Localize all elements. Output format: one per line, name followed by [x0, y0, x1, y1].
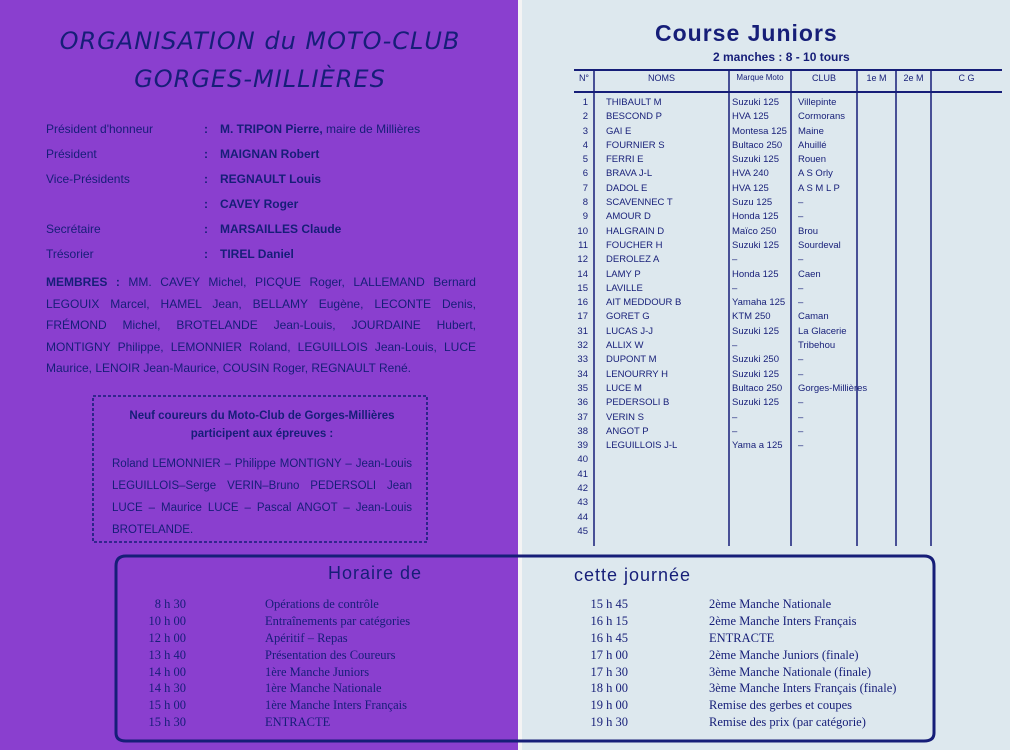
schedule-left-column [130, 597, 510, 732]
table-row [574, 110, 1002, 124]
rider-club: – [798, 411, 804, 423]
rider-moto: – [732, 282, 738, 294]
rider-number: 39 [577, 440, 588, 452]
table-row [574, 339, 1002, 353]
table-row [574, 239, 1002, 253]
schedule-time: 14 h 30 [148, 681, 186, 696]
schedule-item [130, 681, 510, 698]
table-row [574, 453, 1002, 467]
schedule-event: 2ème Manche Juniors (finale) [709, 647, 859, 662]
rider-number: 6 [582, 168, 588, 180]
header-no: N° [578, 73, 590, 83]
officer-row [46, 193, 506, 218]
rider-club: – [798, 297, 804, 309]
schedule-item [130, 631, 510, 648]
schedule-item [572, 614, 942, 631]
entry-table [574, 68, 1002, 546]
schedule-item [572, 681, 942, 698]
schedule-event: Remise des gerbes et coupes [709, 698, 853, 713]
rider-moto: Honda 125 [732, 268, 779, 280]
table-row [574, 482, 1002, 496]
schedule-item [572, 631, 942, 648]
rider-moto: Suzuki 125 [732, 154, 780, 166]
table-row [574, 439, 1002, 453]
officers-list [46, 118, 506, 268]
rider-number: 34 [577, 368, 588, 380]
schedule-event: ENTRACTE [265, 715, 331, 730]
schedule-time: 15 h 45 [590, 597, 628, 611]
schedule-event: Apéritif – Repas [265, 630, 348, 645]
rider-number: 15 [577, 282, 588, 294]
table-row [574, 325, 1002, 339]
rider-number: 9 [582, 211, 588, 223]
officer-row [46, 143, 506, 168]
rider-name: ANGOT P [606, 425, 649, 437]
rider-club: Maine [798, 125, 824, 137]
rider-name: DEROLEZ A [606, 254, 660, 266]
table-row [574, 368, 1002, 382]
table-row [574, 382, 1002, 396]
table-row [574, 125, 1002, 139]
schedule-item [130, 597, 510, 614]
officer-name: REGNAULT Louis [220, 172, 322, 186]
club-title-line1: ORGANISATION du MOTO-CLUB [59, 27, 461, 55]
rider-name: HALGRAIN D [606, 225, 665, 237]
rider-moto: KTM 250 [732, 311, 771, 323]
rider-name: AIT MEDDOUR B [606, 297, 682, 309]
rider-name: ALLIX W [606, 340, 644, 352]
schedule-event: 1ère Manche Juniors [265, 664, 370, 679]
schedule-event: Remise des prix (par catégorie) [709, 715, 866, 730]
rider-moto: – [732, 425, 738, 437]
table-row [574, 296, 1002, 310]
rider-name: LENOURRY H [606, 368, 668, 380]
rider-club: – [798, 368, 804, 380]
race-title: Course Juniors [655, 20, 838, 46]
rider-number: 8 [582, 197, 588, 209]
rider-name: LEGUILLOIS J-L [606, 440, 678, 452]
rider-number: 11 [578, 239, 588, 251]
schedule-time: 19 h 00 [590, 698, 628, 713]
rider-moto: Honda 125 [732, 211, 779, 223]
table-row [574, 96, 1002, 110]
rider-club: La Glacerie [798, 325, 847, 337]
rider-club: – [798, 197, 804, 209]
schedule-time: 15 h 30 [148, 715, 186, 730]
schedule-event: Opérations de contrôle [265, 597, 379, 611]
rider-moto: Montesa 125 [732, 125, 787, 137]
schedule-time: 14 h 00 [148, 664, 186, 679]
colon: : [204, 172, 208, 186]
rider-club: – [798, 425, 804, 437]
rider-name: BRAVA J-L [606, 168, 653, 180]
club-title [40, 22, 480, 98]
rider-club: – [798, 211, 804, 223]
table-row [574, 525, 1002, 539]
schedule-item [572, 715, 942, 732]
rider-name: GORET G [606, 311, 650, 323]
rider-number: 3 [582, 125, 588, 137]
rider-moto: Suzuki 125 [732, 325, 780, 337]
schedule-item [572, 648, 942, 665]
rider-number: 17 [577, 311, 588, 323]
table-row [574, 167, 1002, 181]
rider-club: Rouen [798, 154, 826, 166]
schedule-time: 13 h 40 [148, 647, 186, 662]
officer-name: M. TRIPON Pierre, maire de Millières [220, 122, 421, 136]
table-row [574, 353, 1002, 367]
officer-row [46, 118, 506, 143]
header-general: C G [958, 73, 975, 83]
members-paragraph [46, 272, 476, 380]
club-title-line2: GORGES-MILLIÈRES [134, 65, 386, 93]
rider-name: DUPONT M [606, 354, 657, 366]
rider-club: – [798, 440, 804, 452]
schedule-event: Entraînements par catégories [265, 613, 411, 628]
table-row [574, 310, 1002, 324]
table-row [574, 411, 1002, 425]
rider-name: LAVILLE [606, 282, 643, 294]
officer-role: Trésorier [46, 247, 94, 261]
table-body [574, 96, 1002, 539]
table-row [574, 253, 1002, 267]
officer-name: TIREL Daniel [220, 247, 294, 261]
colon: : [204, 122, 208, 136]
header-names: NOMS [648, 73, 675, 83]
runners-list: Roland LEMONNIER – Philippe MONTIGNY – Jean-Louis LEGUILLOIS–Serge VERIN–Bruno PEDERSOLI Jean LUCE – Maurice LUCE – Pascal ANGOT – Jean-Louis BROTELANDE. [112, 458, 412, 536]
rider-moto: HVA 240 [732, 168, 769, 180]
rider-moto: – [732, 340, 738, 352]
schedule-time: 12 h 00 [148, 630, 186, 645]
rider-moto: Suzuki 125 [732, 239, 780, 251]
rider-moto: Yama a 125 [732, 440, 783, 452]
officer-name: MARSAILLES Claude [220, 222, 342, 236]
table-row [574, 196, 1002, 210]
rider-club: Tribehou [798, 340, 836, 352]
rider-club: – [798, 254, 804, 266]
rider-number: 42 [577, 483, 588, 495]
rider-number: 4 [582, 139, 588, 151]
rider-moto: Yamaha 125 [732, 297, 786, 309]
table-row [574, 225, 1002, 239]
rider-moto: Suzuki 250 [732, 354, 780, 366]
schedule-item [572, 665, 942, 682]
header-club: CLUB [811, 73, 836, 83]
schedule-time: 19 h 30 [590, 715, 628, 730]
rider-number: 5 [582, 154, 588, 166]
schedule-item [572, 698, 942, 715]
table-row [574, 496, 1002, 510]
schedule-time: 17 h 30 [590, 664, 628, 679]
rider-name: BESCOND P [606, 111, 662, 123]
rider-name: LAMY P [606, 268, 641, 280]
runners-heading: Neuf coureurs du Moto-Club de Gorges-Millières participent aux épreuves : [129, 410, 395, 440]
rider-number: 40 [577, 454, 588, 466]
table-row [574, 210, 1002, 224]
rider-moto: – [732, 254, 738, 266]
rider-number: 43 [577, 497, 588, 509]
rider-moto: Suzu 125 [732, 197, 773, 209]
schedule-item [130, 665, 510, 682]
schedule-item [130, 648, 510, 665]
officer-role: Président d'honneur [46, 122, 154, 136]
schedule-item [130, 614, 510, 631]
rider-name: LUCE M [606, 382, 642, 394]
race-subtitle: 2 manches : 8 - 10 tours [713, 50, 850, 64]
officer-row [46, 168, 506, 193]
header-second-heat: 2e M [903, 73, 924, 83]
officer-name: CAVEY Roger [220, 197, 299, 211]
rider-number: 2 [582, 111, 588, 123]
colon: : [204, 222, 208, 236]
table-row [574, 511, 1002, 525]
rider-club: Gorges-Millières [798, 382, 868, 394]
table-row [574, 268, 1002, 282]
rider-name: FOUCHER H [606, 239, 663, 251]
officer-row [46, 243, 506, 268]
schedule-time: 15 h 00 [148, 698, 186, 713]
rider-moto: Bultaco 250 [732, 382, 783, 394]
rider-moto: Maïco 250 [732, 225, 777, 237]
rider-name: THIBAULT M [606, 97, 662, 108]
table-row [574, 182, 1002, 196]
colon: : [204, 197, 208, 211]
table-row [574, 425, 1002, 439]
rider-club: – [798, 397, 804, 409]
rider-name: AMOUR D [606, 211, 651, 223]
schedule-item [572, 597, 942, 614]
schedule-event: 3ème Manche Nationale (finale) [709, 664, 872, 679]
officer-name: MAIGNAN Robert [220, 147, 320, 161]
table-row [574, 153, 1002, 167]
rider-club: Caen [798, 268, 821, 280]
rider-number: 45 [577, 525, 588, 537]
rider-number: 36 [577, 397, 588, 409]
rider-club: Caman [798, 311, 829, 323]
schedule-event: ENTRACTE [709, 630, 775, 645]
colon: : [204, 247, 208, 261]
schedule-time: 8 h 30 [154, 597, 186, 611]
rider-name: VERIN S [606, 411, 645, 423]
rider-moto: HVA 125 [732, 111, 769, 123]
rider-name: SCAVENNEC T [606, 197, 673, 209]
rider-moto: Suzuki 125 [732, 368, 780, 380]
members-text: MM. CAVEY Michel, PICQUE Roger, LALLEMAND Bernard LEGOUIX Marcel, HAMEL Jean, BELLAMY Eugène, LECONTE Denis, FRÉMOND Michel, BROTELANDE Jean-Louis, JOURDAINE Hubert, MONTIGNY Philippe, LEMONNIER Roland, LEGUILLOIS Jean-Louis, LUCE Maurice, LENOIR Jean-Maurice, COUSIN Roger, REGNAULT René. [46, 275, 476, 375]
rider-name: FOURNIER S [606, 139, 665, 151]
rider-number: 16 [577, 297, 588, 309]
rider-number: 35 [577, 382, 588, 394]
table-row [574, 282, 1002, 296]
officer-row [46, 218, 506, 243]
rider-number: 41 [577, 468, 588, 480]
schedule-right-column [572, 597, 942, 732]
rider-club: Ahuillé [798, 139, 827, 151]
rider-name: FERRI E [606, 154, 644, 166]
schedule-item [130, 715, 510, 732]
table-row [574, 139, 1002, 153]
rider-name: LUCAS J-J [606, 325, 653, 337]
schedule-event: 1ère Manche Inters Français [265, 698, 407, 713]
rider-number: 14 [577, 268, 588, 280]
runners-box [90, 393, 430, 545]
schedule-title-left: Horaire de [328, 563, 423, 583]
rider-number: 37 [577, 411, 588, 423]
rider-moto: HVA 125 [732, 182, 769, 194]
rider-number: 31 [577, 325, 588, 337]
rider-number: 1 [582, 97, 588, 108]
schedule-event: Présentation des Coureurs [265, 647, 396, 662]
rider-name: GAI E [606, 125, 632, 137]
rider-club: A S Orly [798, 168, 833, 180]
rider-club: Cormorans [798, 111, 845, 123]
rider-moto: Bultaco 250 [732, 139, 783, 151]
officer-role: Vice-Présidents [46, 172, 130, 186]
schedule-event: 1ère Manche Nationale [265, 681, 382, 696]
rider-moto: Suzuki 125 [732, 97, 780, 108]
rider-moto: Suzuki 125 [732, 397, 780, 409]
colon: : [204, 147, 208, 161]
schedule-event: 2ème Manche Inters Français [709, 613, 857, 628]
officer-role: Président [46, 147, 97, 161]
rider-moto: – [732, 411, 738, 423]
schedule-title-right: cette journée [574, 565, 692, 585]
rider-number: 10 [577, 225, 588, 237]
officer-role: Secrétaire [46, 222, 101, 236]
rider-club: Sourdeval [798, 239, 841, 251]
schedule-time: 10 h 00 [148, 613, 186, 628]
schedule-event: 3ème Manche Inters Français (finale) [709, 681, 897, 696]
rider-club: – [798, 282, 804, 294]
members-label: MEMBRES : [46, 275, 120, 289]
rider-name: DADOL E [606, 182, 648, 194]
rider-name: PEDERSOLI B [606, 397, 670, 409]
schedule-item [130, 698, 510, 715]
rider-club: – [798, 354, 804, 366]
rider-number: 38 [577, 425, 588, 437]
rider-number: 7 [582, 182, 588, 194]
table-row [574, 396, 1002, 410]
rider-club: Villepinte [798, 97, 837, 108]
header-first-heat: 1e M [866, 73, 887, 83]
schedule-time: 17 h 00 [590, 647, 628, 662]
header-moto: Marque Moto [736, 73, 784, 82]
rider-number: 12 [577, 254, 588, 266]
schedule-time: 16 h 15 [590, 613, 628, 628]
schedule-time: 18 h 00 [590, 681, 628, 696]
rider-number: 32 [577, 340, 588, 352]
rider-club: A S M L P [798, 182, 840, 194]
schedule-event: 2ème Manche Nationale [709, 597, 832, 611]
rider-number: 33 [577, 354, 588, 366]
table-row [574, 468, 1002, 482]
schedule-time: 16 h 45 [590, 630, 628, 645]
rider-club: Brou [798, 225, 819, 237]
rider-number: 44 [577, 511, 588, 523]
